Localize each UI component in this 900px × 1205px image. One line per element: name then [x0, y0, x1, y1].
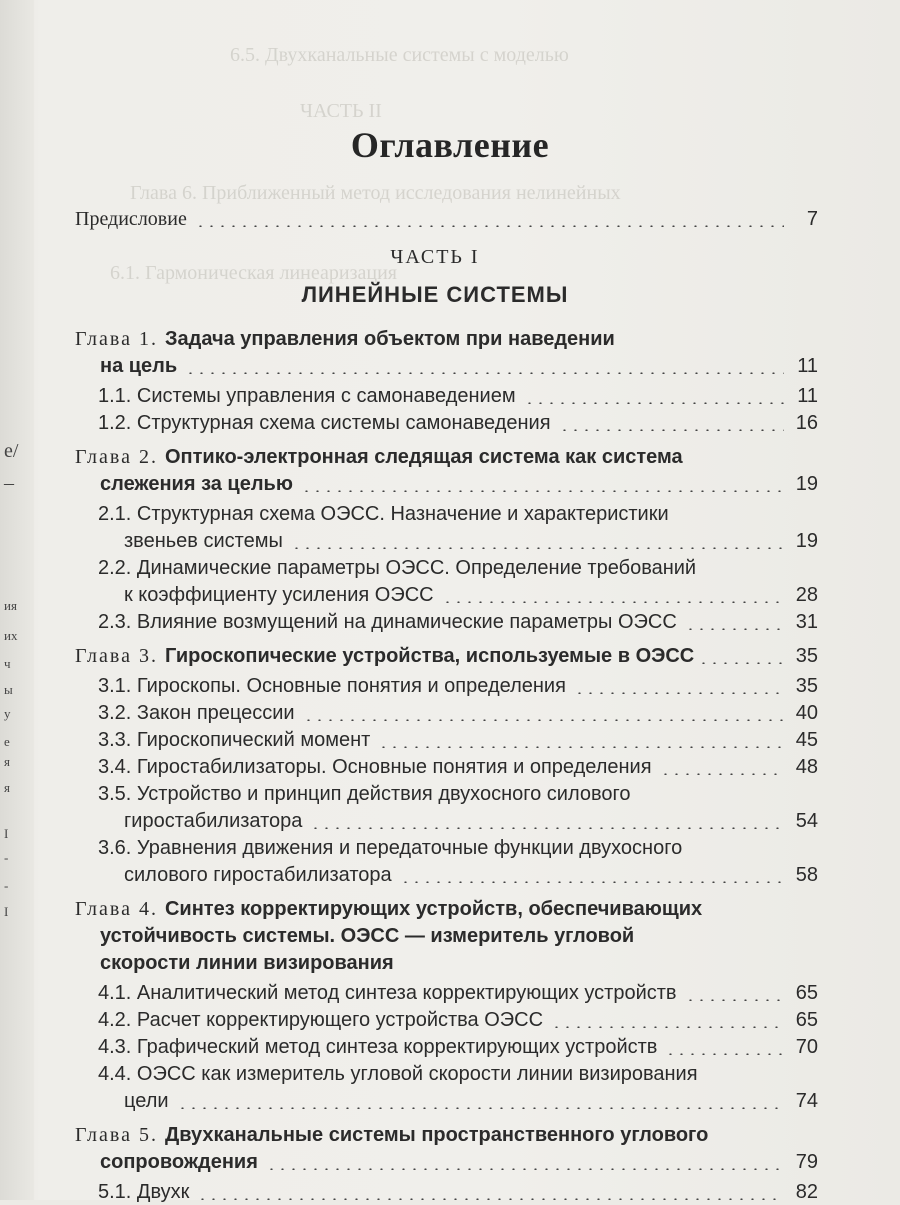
entry-title: устойчивость системы. ОЭСС — измеритель угловой	[100, 925, 635, 947]
page-number: 19	[795, 473, 818, 495]
entry-title: 1.1. Системы управления с самонаведением	[98, 385, 516, 407]
margin-fragment: ы	[4, 682, 13, 697]
entry-title: Двухканальные системы пространственного углового	[164, 1124, 709, 1146]
leader-dots	[301, 490, 784, 492]
chapter-1-heading-text	[100, 353, 177, 379]
entry-title: 4.2. Расчет корректирующего устройства ОЭСС	[98, 1009, 544, 1031]
section-4-3-text	[98, 1034, 657, 1060]
margin-fragment: I	[4, 826, 9, 841]
page-number: 35	[795, 675, 818, 697]
entry-title: Синтез корректирующих устройств, обеспечивающих	[164, 898, 703, 920]
margin-fragment: у	[4, 706, 11, 721]
entry-title: 5.1. Двухк	[98, 1181, 190, 1203]
margin-fragment: -	[4, 878, 9, 893]
entry-title: сопровождения	[100, 1151, 258, 1173]
entry-title: 4.1. Аналитический метод синтеза корректирующих устройств	[98, 982, 677, 1004]
entry-title: 1.2. Структурная схема системы самонаведения	[98, 412, 551, 434]
page-title: Оглавление	[350, 125, 550, 165]
section-2-2-text	[98, 555, 696, 581]
entry-title: силового гиростабилизатора	[124, 864, 392, 886]
section-4-2-text	[98, 1007, 543, 1033]
leader-dots	[685, 999, 784, 1001]
margin-fragment: I	[4, 904, 9, 919]
leader-dots	[574, 692, 784, 694]
page-number: 11	[797, 355, 818, 377]
section-2-2-text	[124, 582, 434, 608]
page-number: 11	[797, 385, 818, 407]
margin-fragment: e/	[4, 440, 19, 462]
section-3-3-text	[98, 727, 370, 753]
leader-dots	[524, 402, 784, 404]
page-number: 40	[795, 702, 818, 724]
entry-title: звеньев системы	[124, 530, 283, 552]
page-number: 58	[795, 864, 818, 886]
chapter-prefix: Глава 3.	[75, 645, 165, 667]
chapter-prefix: Глава 2.	[75, 446, 165, 468]
margin-fragment: я	[4, 754, 10, 769]
entry-title: 3.3. Гироскопический момент	[98, 729, 371, 751]
margin-fragment: их	[4, 628, 18, 643]
entry-title: 3.2. Закон прецессии	[98, 702, 295, 724]
entry-title: Предисловие	[75, 208, 187, 230]
section-3-5-text	[124, 808, 302, 834]
leader-dots	[303, 719, 784, 721]
entry-title: Задача управления объектом при наведении	[164, 328, 615, 350]
page-number: 48	[795, 756, 818, 778]
section-3-4-text	[98, 754, 652, 780]
section-4-1-text	[98, 980, 677, 1006]
entry-title: 4.3. Графический метод синтеза корректирующих устройств	[98, 1036, 658, 1058]
page-number: 31	[795, 611, 818, 633]
leader-dots	[685, 628, 784, 630]
page-number: 28	[795, 584, 818, 606]
page-number: 7	[806, 208, 818, 230]
chapter-4-heading-text	[75, 896, 702, 922]
entry-title: 3.5. Устройство и принцип действия двухосного силового	[98, 783, 631, 805]
leader-dots	[559, 429, 784, 431]
leader-dots	[442, 601, 784, 603]
page-number: 74	[795, 1090, 818, 1112]
bleed-through: 6.5. Двухканальные системы с моделью	[230, 44, 569, 66]
margin-fragment: ч	[4, 656, 11, 671]
section-3-6-text	[124, 862, 392, 888]
margin-fragment: е	[4, 734, 10, 749]
page-number: 79	[795, 1151, 818, 1173]
section-5-1-text	[98, 1179, 189, 1205]
entry-title: 3.6. Уравнения движения и передаточные функции двухосного	[98, 837, 683, 859]
entry-title: к коэффициенту усиления ОЭСС	[124, 584, 434, 606]
section-3-2-text	[98, 700, 295, 726]
leader-dots	[378, 746, 784, 748]
chapter-prefix: Глава 5.	[75, 1124, 165, 1146]
leader-dots	[177, 1107, 784, 1109]
page-number: 54	[795, 810, 818, 832]
bleed-through: Глава 6. Приближенный метод исследования нелинейных	[130, 182, 621, 204]
section-1-1-text	[98, 383, 516, 409]
entry-title: 2.3. Влияние возмущений на динамические параметры ОЭСС	[98, 611, 677, 633]
page-number: 65	[795, 1009, 818, 1031]
margin-fragment: –	[4, 472, 14, 494]
entry-title: 4.4. ОЭСС как измеритель угловой скорости линии визирования	[98, 1063, 698, 1085]
chapter-5-heading-text	[75, 1122, 708, 1148]
chapter-4-heading-text	[100, 923, 634, 949]
entry-title: гиростабилизатора	[124, 810, 303, 832]
leader-dots	[310, 827, 784, 829]
page-number: 45	[795, 729, 818, 751]
leader-dots	[665, 1053, 784, 1055]
leader-dots	[698, 662, 784, 664]
bleed-through: 6.1. Гармоническая линеаризация	[110, 262, 397, 284]
entry-title: 3.4. Гиростабилизаторы. Основные понятия и определения	[98, 756, 652, 778]
leader-dots	[551, 1026, 784, 1028]
entry-title: слежения за целью	[100, 473, 293, 495]
chapter-2-heading-text	[100, 471, 293, 497]
section-3-5-text	[98, 781, 630, 807]
entry-title: скорости линии визирования	[100, 952, 394, 974]
entry-title: цели	[124, 1090, 169, 1112]
page-number: 82	[795, 1181, 818, 1203]
section-3-1-text	[98, 673, 566, 699]
chapter-3-heading-text	[75, 643, 694, 669]
page-number: 19	[795, 530, 818, 552]
part-label: ЧАСТЬ I	[390, 246, 480, 268]
page-number: 16	[795, 412, 818, 434]
leader-dots	[291, 547, 784, 549]
margin-fragment: ия	[4, 598, 17, 613]
preface-entry-text	[75, 206, 187, 232]
page-number: 65	[795, 982, 818, 1004]
margin-fragment: я	[4, 780, 10, 795]
chapter-4-heading-text	[100, 950, 394, 976]
bleed-through: ЧАСТЬ II	[300, 100, 382, 122]
leader-dots	[185, 372, 784, 374]
section-4-4-text	[98, 1061, 698, 1087]
entry-title: Гироскопические устройства, используемые в ОЭСС	[164, 645, 695, 667]
section-2-3-text	[98, 609, 677, 635]
part-name: ЛИНЕЙНЫЕ СИСТЕМЫ	[301, 282, 569, 307]
leader-dots	[266, 1168, 784, 1170]
section-2-1-text	[124, 528, 283, 554]
entry-title: 2.2. Динамические параметры ОЭСС. Определение требований	[98, 557, 697, 579]
chapter-1-heading-text	[75, 326, 615, 352]
chapter-5-heading-text	[100, 1149, 258, 1175]
section-4-4-text	[124, 1088, 169, 1114]
page-number: 35	[795, 645, 818, 667]
chapter-prefix: Глава 4.	[75, 898, 165, 920]
margin-fragment: -	[4, 850, 9, 865]
section-3-6-text	[98, 835, 682, 861]
page-number: 70	[795, 1036, 818, 1058]
leader-dots	[400, 881, 784, 883]
chapter-2-heading-text	[75, 444, 683, 470]
leader-dots	[660, 773, 784, 775]
entry-title: Оптико-электронная следящая система как система	[164, 446, 683, 468]
section-1-2-text	[98, 410, 551, 436]
entry-title: 2.1. Структурная схема ОЭСС. Назначение и характеристики	[98, 503, 669, 525]
leader-dots	[195, 225, 784, 227]
entry-title: 3.1. Гироскопы. Основные понятия и определения	[98, 675, 566, 697]
section-2-1-text	[98, 501, 669, 527]
entry-title: на цель	[100, 355, 178, 377]
chapter-prefix: Глава 1.	[75, 328, 165, 350]
